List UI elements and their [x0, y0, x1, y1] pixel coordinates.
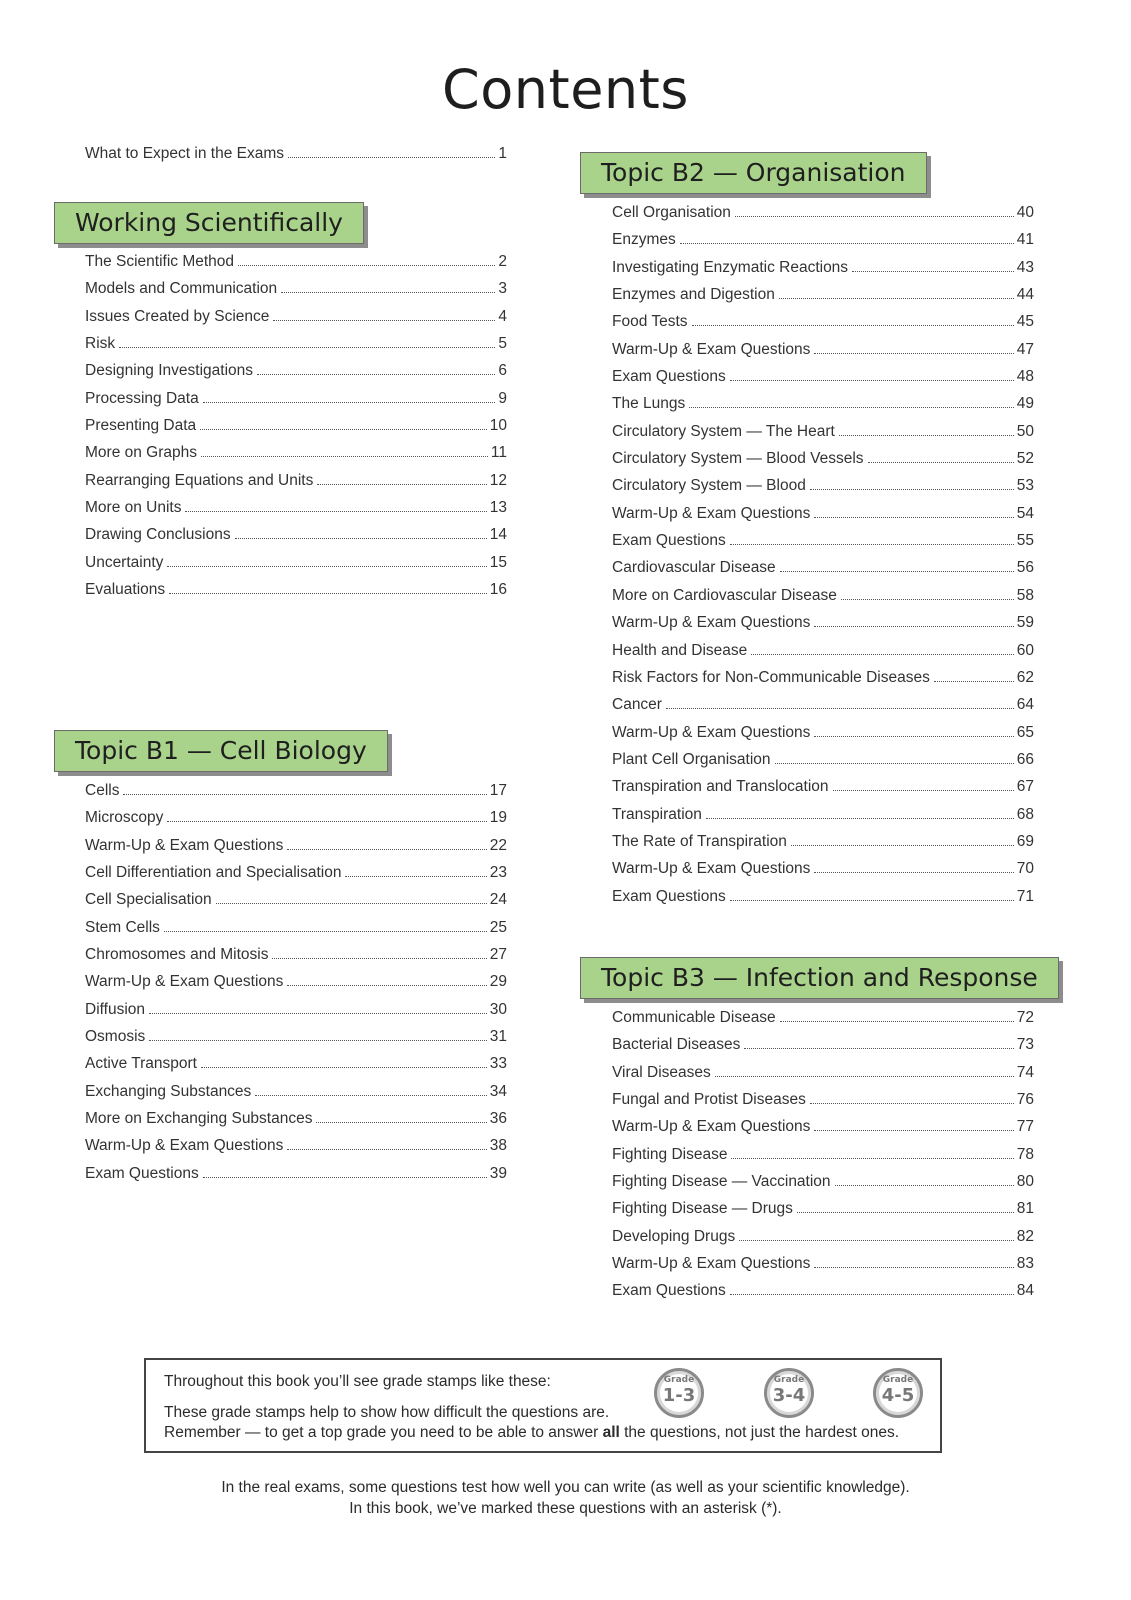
toc-entry-page: 13 [489, 499, 507, 517]
dot-leader [203, 1177, 487, 1178]
toc-entry[interactable] [612, 505, 1034, 532]
toc-entry-label: More on Cardiovascular Disease [612, 586, 837, 604]
dot-leader [706, 818, 1014, 819]
toc-entry-page: 39 [489, 1164, 507, 1182]
dot-leader [814, 872, 1013, 873]
grade-box-line-3-end: the questions, not just the hardest ones. [619, 1424, 899, 1441]
grade-box-line-3-bold: all [602, 1424, 620, 1441]
toc-entry[interactable] [85, 891, 507, 918]
dot-leader [201, 456, 488, 457]
toc-list-b1 [85, 782, 507, 1192]
toc-list-b3 [612, 1009, 1034, 1310]
toc-entry-page: 17 [489, 782, 507, 799]
toc-entry[interactable] [612, 231, 1034, 258]
toc-entry-page: 12 [489, 471, 507, 489]
dot-leader [814, 1267, 1013, 1268]
toc-entry[interactable] [612, 1282, 1034, 1309]
dot-leader [272, 958, 486, 959]
toc-entry[interactable] [85, 946, 507, 973]
grade-stamp-icon [764, 1368, 814, 1418]
toc-entry-page: 44 [1016, 286, 1034, 304]
toc-entry[interactable] [612, 313, 1034, 340]
footer-line-2: In this book, we’ve marked these questions with an asterisk (*). [349, 1500, 782, 1517]
toc-entry-page: 49 [1016, 395, 1034, 413]
grade-stamp-icon [654, 1368, 704, 1418]
toc-entry-page: 43 [1016, 258, 1034, 276]
toc-entry-label: Exam Questions [612, 532, 726, 550]
dot-leader [814, 1130, 1013, 1131]
toc-entry-page: 45 [1016, 313, 1034, 331]
toc-entry[interactable] [612, 1091, 1034, 1118]
dot-leader [257, 374, 495, 375]
dot-leader [238, 265, 495, 266]
toc-entry-label: Fungal and Protist Diseases [612, 1091, 806, 1109]
toc-entry-label: Warm-Up & Exam Questions [612, 614, 811, 632]
toc-entry-label: The Lungs [612, 395, 686, 413]
toc-entry-page: 53 [1016, 477, 1034, 495]
toc-entry-page: 76 [1016, 1091, 1034, 1109]
dot-leader [316, 1122, 486, 1123]
toc-entry-label: Osmosis [85, 1028, 146, 1046]
toc-entry-label: Exam Questions [612, 1282, 726, 1300]
toc-entry-page: 29 [489, 973, 507, 991]
toc-entry[interactable] [612, 587, 1034, 614]
dot-leader [692, 325, 1014, 326]
toc-entry-page: 14 [489, 526, 507, 544]
toc-entry[interactable] [85, 554, 507, 581]
toc-entry-label: Warm-Up & Exam Questions [612, 860, 811, 878]
toc-entry-page: 62 [1016, 668, 1034, 686]
dot-leader [779, 298, 1014, 299]
toc-entry-page: 72 [1016, 1009, 1034, 1026]
toc-entry-page: 52 [1016, 450, 1034, 468]
toc-entry-page: 3 [498, 280, 507, 298]
dot-leader [751, 654, 1013, 655]
dot-leader [119, 347, 495, 348]
toc-entry-label: Plant Cell Organisation [612, 750, 771, 768]
dot-leader [835, 1185, 1014, 1186]
dot-leader [744, 1048, 1013, 1049]
toc-entry-page: 31 [489, 1028, 507, 1046]
grade-stamp-word: Grade [663, 1375, 695, 1385]
toc-entry-label: Presenting Data [85, 417, 197, 435]
toc-entry-page: 54 [1016, 504, 1034, 522]
toc-entry-label: Exam Questions [612, 887, 726, 905]
toc-entry[interactable] [85, 1001, 507, 1028]
toc-entry-page: 64 [1016, 696, 1034, 714]
dot-leader [814, 736, 1013, 737]
toc-entry[interactable] [612, 395, 1034, 422]
grade-stamp-word: Grade [773, 1375, 805, 1385]
toc-entry-page: 9 [498, 389, 507, 407]
toc-entry-page: 50 [1016, 422, 1034, 440]
toc-entry-label: Warm-Up & Exam Questions [85, 836, 284, 854]
dot-leader [852, 271, 1014, 272]
toc-list-working-scientifically [85, 253, 507, 608]
dot-leader [164, 931, 487, 932]
dot-leader [731, 1158, 1013, 1159]
toc-entry[interactable] [85, 1083, 507, 1110]
dot-leader [775, 763, 1014, 764]
dot-leader [149, 1040, 486, 1041]
toc-entry-label: Communicable Disease [612, 1009, 776, 1026]
toc-entry-page: 11 [490, 444, 507, 462]
toc-entry-label: Issues Created by Science [85, 307, 270, 325]
toc-entry-label: Cell Organisation [612, 204, 731, 221]
dot-leader [841, 599, 1014, 600]
toc-entry[interactable] [612, 1146, 1034, 1173]
dot-leader [201, 1067, 487, 1068]
dot-leader [255, 1095, 486, 1096]
toc-entry-page: 15 [489, 553, 507, 571]
toc-entry[interactable] [612, 696, 1034, 723]
dot-leader [839, 435, 1014, 436]
toc-entry[interactable] [85, 837, 507, 864]
toc-entry-page: 68 [1016, 805, 1034, 823]
toc-entry-page: 1 [498, 145, 507, 162]
toc-entry-page: 74 [1016, 1063, 1034, 1081]
toc-entry-label: Investigating Enzymatic Reactions [612, 258, 849, 276]
page-title: Contents [442, 58, 689, 121]
toc-entry-label: More on Units [85, 499, 182, 517]
toc-entry-page: 78 [1016, 1145, 1034, 1163]
section-heading-b2: Topic B2 — Organisation [580, 152, 927, 194]
toc-entry-label: Fighting Disease [612, 1145, 728, 1163]
toc-entry[interactable] [85, 499, 507, 526]
dot-leader [730, 380, 1014, 381]
grade-box-line-1: Throughout this book you’ll see grade stamps like these: [164, 1373, 551, 1390]
toc-entry-label: Viral Diseases [612, 1063, 711, 1081]
toc-entry[interactable] [612, 1118, 1034, 1145]
dot-leader [185, 511, 486, 512]
toc-entry[interactable] [85, 145, 507, 172]
toc-entry-page: 34 [489, 1082, 507, 1100]
toc-entry-page: 48 [1016, 368, 1034, 386]
toc-entry[interactable] [85, 1028, 507, 1055]
toc-entry-label: Diffusion [85, 1000, 146, 1018]
toc-entry-label: Drawing Conclusions [85, 526, 231, 544]
grade-stamp-range: 1-3 [662, 1385, 696, 1406]
grade-stamp-word: Grade [882, 1375, 914, 1385]
toc-entry-label: Transpiration [612, 805, 702, 823]
toc-entry-label: Cell Specialisation [85, 891, 212, 909]
toc-entry[interactable] [85, 280, 507, 307]
toc-entry-page: 59 [1016, 614, 1034, 632]
toc-entry-page: 5 [498, 335, 507, 353]
toc-entry[interactable] [612, 477, 1034, 504]
toc-entry[interactable] [85, 253, 507, 280]
section-heading-b1: Topic B1 — Cell Biology [54, 730, 388, 772]
dot-leader [780, 571, 1014, 572]
toc-entry-page: 60 [1016, 641, 1034, 659]
toc-entry-page: 65 [1016, 723, 1034, 741]
toc-entry[interactable] [85, 362, 507, 389]
toc-entry-label: Designing Investigations [85, 362, 254, 380]
toc-entry-label: Exam Questions [85, 1164, 199, 1182]
toc-entry-page: 58 [1016, 586, 1034, 604]
toc-entry[interactable] [612, 368, 1034, 395]
toc-entry-label: Warm-Up & Exam Questions [85, 973, 284, 991]
toc-entry-page: 73 [1016, 1036, 1034, 1054]
toc-entry[interactable] [612, 1064, 1034, 1091]
toc-entry-label: The Rate of Transpiration [612, 832, 787, 850]
toc-entry-page: 82 [1016, 1227, 1034, 1245]
toc-entry-label: Chromosomes and Mitosis [85, 946, 269, 964]
toc-entry-label: Risk [85, 335, 116, 353]
dot-leader [288, 157, 495, 158]
toc-entry[interactable] [85, 1055, 507, 1082]
toc-entry-page: 67 [1016, 778, 1034, 796]
toc-entry-label: Fighting Disease — Vaccination [612, 1173, 831, 1191]
toc-entry-label: Circulatory System — Blood Vessels [612, 450, 864, 468]
toc-entry-label: Processing Data [85, 389, 199, 407]
toc-entry[interactable] [612, 532, 1034, 559]
toc-entry[interactable] [85, 1137, 507, 1164]
dot-leader [810, 489, 1014, 490]
toc-entry-page: 77 [1016, 1118, 1034, 1136]
dot-leader [730, 544, 1014, 545]
toc-entry-label: Bacterial Diseases [612, 1036, 741, 1054]
dot-leader [235, 538, 487, 539]
toc-entry-label: Microscopy [85, 809, 164, 827]
toc-entry[interactable] [612, 1036, 1034, 1063]
dot-leader [149, 1013, 487, 1014]
toc-entry-label: Rearranging Equations and Units [85, 471, 314, 489]
dot-leader [680, 243, 1014, 244]
toc-entry[interactable] [612, 751, 1034, 778]
toc-entry-label: What to Expect in the Exams [85, 145, 285, 162]
grade-box-line-2: These grade stamps help to show how difficult the questions are. [164, 1404, 610, 1421]
toc-entry-label: Exchanging Substances [85, 1082, 252, 1100]
toc-entry-label: Cells [85, 782, 120, 799]
toc-entry-label: Cancer [612, 696, 662, 714]
dot-leader [281, 292, 495, 293]
toc-entry[interactable] [85, 526, 507, 553]
toc-entry-page: 47 [1016, 340, 1034, 358]
section-heading-b3: Topic B3 — Infection and Response [580, 957, 1059, 999]
toc-entry-label: Exam Questions [612, 368, 726, 386]
toc-entry-label: Warm-Up & Exam Questions [612, 723, 811, 741]
toc-entry-page: 81 [1016, 1200, 1034, 1218]
toc-entry[interactable] [612, 642, 1034, 669]
toc-entry-page: 2 [498, 253, 507, 270]
toc-entry[interactable] [85, 919, 507, 946]
toc-entry[interactable] [612, 204, 1034, 231]
toc-entry-label: Stem Cells [85, 918, 160, 936]
toc-entry-page: 36 [489, 1110, 507, 1128]
toc-entry-page: 55 [1016, 532, 1034, 550]
toc-entry[interactable] [612, 1200, 1034, 1227]
dot-leader [715, 1076, 1014, 1077]
toc-entry-label: Models and Communication [85, 280, 278, 298]
toc-entry[interactable] [85, 973, 507, 1000]
grade-stamp-info-box [144, 1358, 942, 1453]
toc-entry-label: Health and Disease [612, 641, 748, 659]
toc-list-b2 [612, 204, 1034, 915]
toc-entry-label: Warm-Up & Exam Questions [612, 1255, 811, 1273]
toc-entry-label: More on Exchanging Substances [85, 1110, 313, 1128]
toc-entry-page: 69 [1016, 832, 1034, 850]
toc-entry-label: Circulatory System — Blood [612, 477, 806, 495]
dot-leader [287, 985, 486, 986]
dot-leader [810, 1103, 1014, 1104]
grade-stamp-icon [873, 1368, 923, 1418]
toc-entry-page: 41 [1016, 231, 1034, 249]
toc-entry[interactable] [85, 1165, 507, 1192]
toc-entry[interactable] [612, 559, 1034, 586]
toc-entry[interactable] [612, 1009, 1034, 1036]
dot-leader [169, 593, 487, 594]
toc-entry[interactable] [612, 833, 1034, 860]
dot-leader [739, 1240, 1014, 1241]
toc-entry-page: 10 [489, 417, 507, 435]
toc-entry-label: Warm-Up & Exam Questions [85, 1137, 284, 1155]
toc-entry[interactable] [612, 860, 1034, 887]
toc-entry-page: 70 [1016, 860, 1034, 878]
section-heading-working-scientifically: Working Scientifically [54, 202, 364, 244]
intro-list [85, 145, 507, 172]
toc-entry[interactable] [612, 259, 1034, 286]
toc-entry-label: Cardiovascular Disease [612, 559, 776, 577]
toc-entry-label: Warm-Up & Exam Questions [612, 340, 811, 358]
toc-entry-page: 83 [1016, 1255, 1034, 1273]
toc-entry[interactable] [612, 669, 1034, 696]
toc-entry-page: 22 [489, 836, 507, 854]
dot-leader [666, 708, 1014, 709]
toc-entry-page: 84 [1016, 1282, 1034, 1300]
dot-leader [317, 484, 486, 485]
dot-leader [167, 566, 486, 567]
dot-leader [203, 402, 496, 403]
toc-entry-page: 25 [489, 918, 507, 936]
toc-entry-page: 6 [498, 362, 507, 380]
toc-entry-page: 40 [1016, 204, 1034, 221]
footer-line-1: In the real exams, some questions test how well you can write (as well as your scientific knowledge). [221, 1479, 910, 1496]
toc-entry-page: 56 [1016, 559, 1034, 577]
grade-stamp-range: 3-4 [772, 1385, 806, 1406]
toc-entry-label: Enzymes and Digestion [612, 286, 775, 304]
toc-entry-label: Transpiration and Translocation [612, 778, 829, 796]
toc-entry-label: Cell Differentiation and Specialisation [85, 864, 342, 882]
toc-entry-page: 24 [489, 891, 507, 909]
toc-entry[interactable] [85, 417, 507, 444]
toc-entry[interactable] [612, 341, 1034, 368]
toc-entry-page: 33 [489, 1055, 507, 1073]
toc-entry-label: Active Transport [85, 1055, 197, 1073]
toc-entry[interactable] [612, 806, 1034, 833]
toc-entry[interactable] [85, 809, 507, 836]
dot-leader [123, 794, 486, 795]
toc-entry[interactable] [612, 724, 1034, 751]
dot-leader [730, 900, 1014, 901]
toc-entry-page: 4 [498, 307, 507, 325]
toc-entry[interactable] [612, 423, 1034, 450]
dot-leader [345, 876, 486, 877]
dot-leader [287, 849, 486, 850]
dot-leader [780, 1021, 1014, 1022]
dot-leader [814, 353, 1013, 354]
dot-leader [868, 462, 1014, 463]
toc-entry[interactable] [85, 1110, 507, 1137]
grade-stamp-range: 4-5 [881, 1385, 915, 1406]
toc-entry-page: 71 [1016, 887, 1034, 905]
dot-leader [791, 845, 1014, 846]
toc-entry-label: Food Tests [612, 313, 688, 331]
dot-leader [814, 626, 1013, 627]
toc-entry[interactable] [612, 1173, 1034, 1200]
dot-leader [689, 407, 1014, 408]
dot-leader [287, 1149, 486, 1150]
toc-entry-label: Warm-Up & Exam Questions [612, 1118, 811, 1136]
toc-entry-page: 23 [489, 864, 507, 882]
toc-entry[interactable] [85, 782, 507, 809]
toc-entry-page: 30 [489, 1000, 507, 1018]
toc-entry[interactable] [612, 888, 1034, 915]
toc-entry[interactable] [612, 1228, 1034, 1255]
toc-entry-label: Evaluations [85, 581, 166, 599]
toc-entry-page: 27 [489, 946, 507, 964]
dot-leader [735, 216, 1014, 217]
dot-leader [833, 790, 1014, 791]
dot-leader [167, 821, 486, 822]
toc-entry[interactable] [85, 308, 507, 335]
toc-entry-page: 80 [1016, 1173, 1034, 1191]
toc-entry-label: Developing Drugs [612, 1227, 736, 1245]
toc-entry-page: 38 [489, 1137, 507, 1155]
toc-entry[interactable] [85, 444, 507, 471]
dot-leader [814, 517, 1013, 518]
grade-box-line-3 [164, 1424, 899, 1442]
toc-entry[interactable] [612, 614, 1034, 641]
toc-entry-label: Circulatory System — The Heart [612, 422, 835, 440]
dot-leader [934, 681, 1014, 682]
toc-entry-label: Risk Factors for Non-Communicable Diseases [612, 668, 930, 686]
dot-leader [797, 1212, 1014, 1213]
toc-entry-label: Warm-Up & Exam Questions [612, 504, 811, 522]
toc-entry[interactable] [612, 286, 1034, 313]
dot-leader [730, 1294, 1014, 1295]
toc-entry-label: The Scientific Method [85, 253, 235, 270]
toc-entry[interactable] [85, 864, 507, 891]
dot-leader [273, 320, 495, 321]
toc-entry-label: Enzymes [612, 231, 676, 249]
toc-entry[interactable] [85, 335, 507, 362]
toc-entry[interactable] [612, 778, 1034, 805]
toc-entry-page: 66 [1016, 750, 1034, 768]
toc-entry[interactable] [85, 472, 507, 499]
toc-entry[interactable] [85, 581, 507, 608]
dot-leader [200, 429, 487, 430]
toc-entry-page: 19 [489, 809, 507, 827]
dot-leader [216, 903, 487, 904]
toc-entry[interactable] [85, 390, 507, 417]
toc-entry-label: More on Graphs [85, 444, 197, 462]
toc-entry[interactable] [612, 1255, 1034, 1282]
toc-entry[interactable] [612, 450, 1034, 477]
toc-entry-page: 16 [489, 581, 507, 599]
toc-entry-label: Uncertainty [85, 553, 164, 571]
toc-entry-label: Fighting Disease — Drugs [612, 1200, 793, 1218]
grade-box-line-3-start: Remember — to get a top grade you need to be able to answer [164, 1424, 603, 1441]
